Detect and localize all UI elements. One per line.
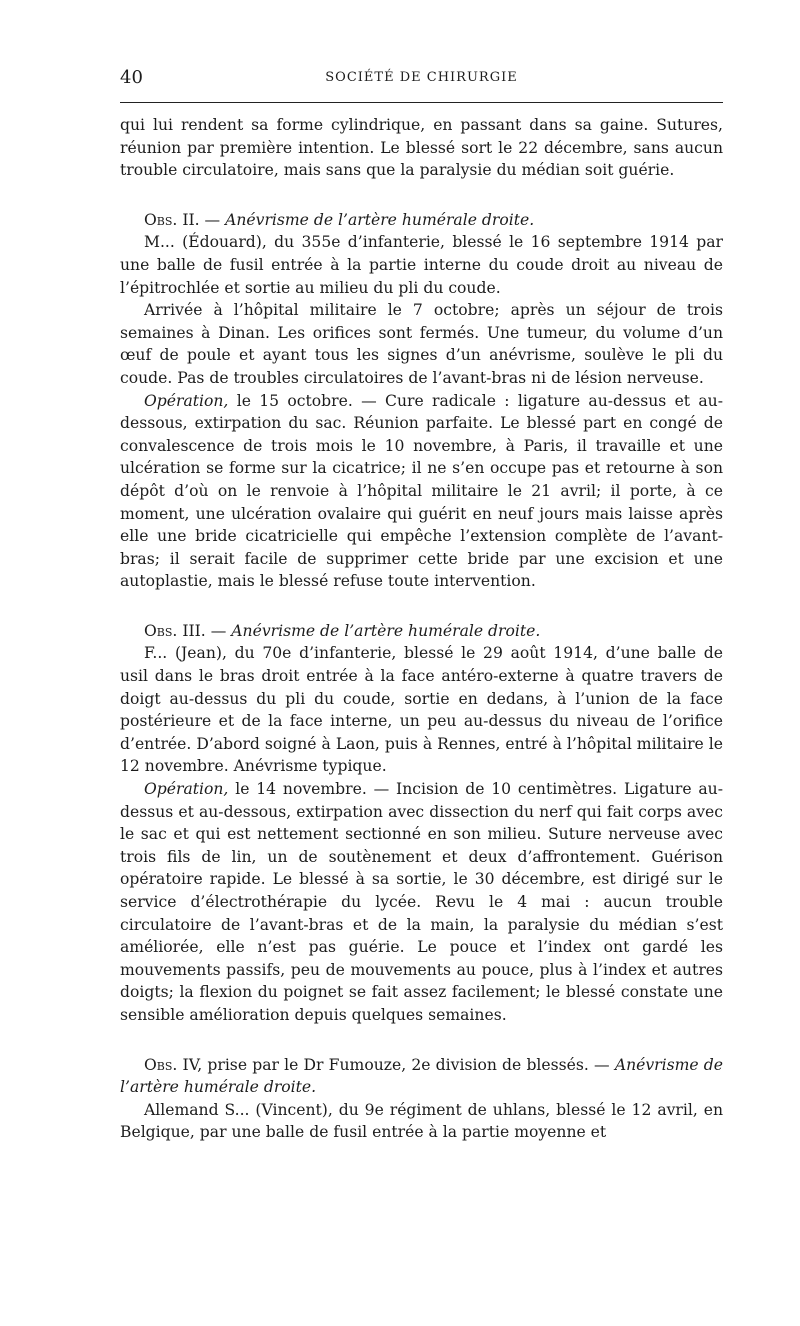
obs-title: Anévrisme de l’artère humérale droite. [231,621,541,640]
obs-label: Obs. IV, [144,1055,203,1074]
obs-label: Obs. III. [144,621,206,640]
paragraph: Arrivée à l’hôpital militaire le 7 octobre; après un séjour de trois semaines à Dinan. Les orifices sont fermés. Une tumeur, du volume d’un œuf de poule et ayant tous les signes d’un anévrisme, soulève le pli du coude. Pas de troubles circulatoires de l’avant-bras ni de lésion nerveuse. [120,301,723,387]
paragraph: Allemand S... (Vincent), du 9e régiment de uhlans, blessé le 12 avril, en Belgique, par une balle de fusil entrée à la partie moyenne et [120,1100,723,1142]
operation-label: Opération, [144,780,229,799]
obs-title: Anévrisme de l’artère humérale droite. [225,210,535,229]
paragraph-text: le 14 novembre. — Incision de 10 centimètres. Ligature au-dessus et au-dessous, extirpation avec dissection du nerf qui fait corps avec le sac et qui est nettement sectionné en son milieu. Suture nerveuse avec trois fils de lin, un de soutènement et deux d’affrontement. Guérison opératoire rapide. Le blessé à sa sortie, le 30 décembre, est dirigé sur le service d’électrothérapie du lycée. Revu le 4 mai : aucun trouble circulatoire de l’avant-bras et de la main, la paralysie du médian s’est améliorée, elle n’est pas guérie. Le pouce et l’index ont gardé les mouvements passifs, peu de mouvements au pouce, plus à l’index et autres doigts; la flexion du poignet se fait assez facilement; le blessé constate une sensible amélioration depuis quelques semaines. [120,780,723,1024]
obs-heading-3 [120,620,723,643]
obs-dash: — [205,621,232,640]
paragraph [120,390,723,593]
operation-label: Opération, [144,391,229,410]
paragraph: qui lui rendent sa forme cylindrique, en passant dans sa gaine. Sutures, réunion par première intention. Le blessé sort le 22 décembre, sans aucun trouble circulatoire, mais sans que la paralysie du médian soit guérie. [120,116,723,180]
page-header [120,64,723,94]
running-title: SOCIÉTÉ DE CHIRURGIE [325,70,518,85]
obs-dash: — [199,210,226,229]
page-number: 40 [120,67,143,88]
paragraph: M... (Édouard), du 355e d’infanterie, blessé le 16 septembre 1914 par une balle de fusil entrée à la partie interne du coude droit au niveau de l’épitrochlée et sortie au milieu du pli du coude. [120,233,723,297]
body-text [120,114,723,1144]
paragraph-text: le 15 octobre. — Cure radicale : ligature au-dessus et au-dessous, extirpation du sac. Réunion parfaite. Le blessé part en congé de convalescence de trois mois le 10 novembre, à Paris, il travaille et une ulcération se forme sur la cicatrice; il ne s’en occupe pas et retourne à son dépôt d’où on le renvoie à l’hôpital militaire le 21 avril; il porte, à ce moment, une ulcération ovalaire qui guérit en neuf jours mais laisse après elle une bride cicatricielle qui empêche l’extension complète de l’avant-bras; il serait facile de supprimer cette bride par une excision et une autoplastie, mais le blessé refuse toute intervention. [120,391,723,591]
obs-text: prise par le Dr Fumouze, 2e division de blessés. — [202,1055,615,1074]
paragraph [120,778,723,1027]
obs-title: Anévrisme de l’artère humérale droite. [120,1055,724,1097]
obs-heading-4 [120,1054,723,1099]
obs-label: Obs. II. [144,210,200,229]
header-rule [120,102,723,103]
paragraph: F... (Jean), du 70e d’infanterie, blessé le 29 août 1914, d’une balle de usil dans le bras droit entrée à la face antéro-externe à quatre travers de doigt au-dessus du pli du coude, sortie en dedans, à l’union de la face postérieure et de la face interne, un peu au-dessus du niveau de l’orifice d’entrée. D’abord soigné à Laon, puis à Rennes, entré à l’hôpital militaire le 12 novembre. Anévrisme typique. [120,644,723,776]
obs-heading-2 [120,209,723,232]
